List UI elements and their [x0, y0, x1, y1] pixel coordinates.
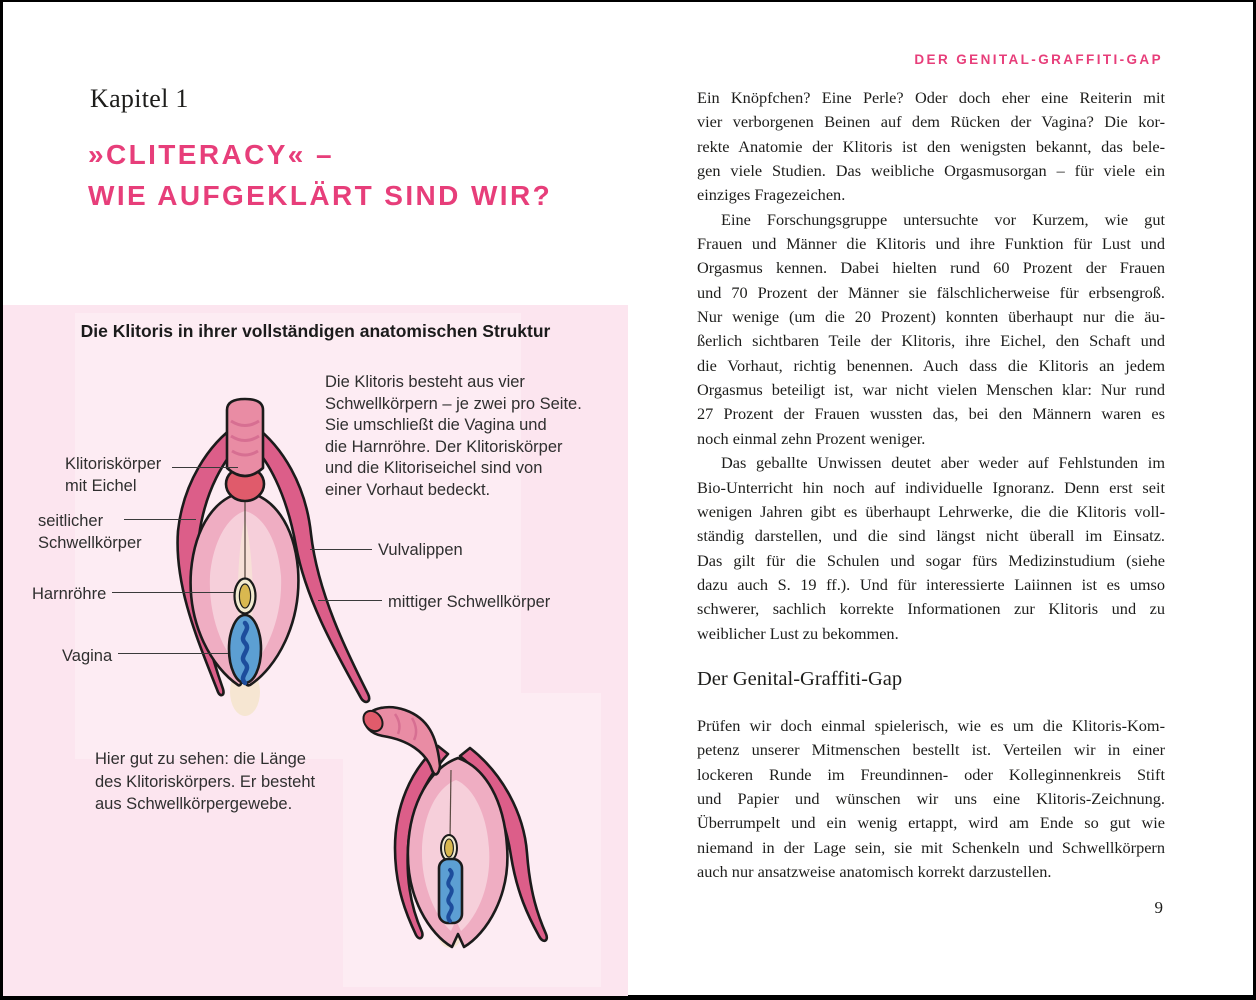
body-text-column: [697, 86, 1165, 884]
body-line: petenz unserer Mitmenschen bestellt ist. Verteilen wir in einer: [697, 740, 1165, 760]
paragraph: [697, 451, 1165, 646]
label-klitoriskoerper: [65, 454, 161, 497]
body-line: Prüfen wir doch einmal spielerisch, wie es um die Klitoris-Kom-: [697, 715, 1165, 735]
leader-line-harnroehre: [112, 592, 234, 593]
paragraph: [697, 714, 1165, 884]
leader-line-mittiger: [318, 600, 382, 601]
body-line: 27 Prozent der Frauen wussten das, bei den Männern waren es: [697, 404, 1165, 424]
body-line: schwerer, sachlich korrekte Informationen zur Klitoris und zu: [697, 599, 1165, 619]
text-line: Sie umschließt die Vagina und: [325, 416, 547, 434]
chapter-title-line2: WIE AUFGEKLÄRT SIND WIR?: [88, 180, 553, 211]
label-seitlicher-schwellkoerper: [38, 511, 142, 554]
body-line: einziges Fragezeichen.: [697, 185, 846, 205]
text-line: einer Vorhaut bedeckt.: [325, 480, 491, 499]
urethra-shape: [239, 584, 250, 608]
section-heading: Der Genital-Graffiti-Gap: [697, 667, 903, 690]
body-line: noch einmal zehn Prozent weniger.: [697, 428, 926, 448]
label-vulvalippen: Vulvalippen: [378, 541, 463, 559]
text-line: und die Klitoriseichel sind von: [325, 459, 543, 477]
figure-title: Die Klitoris in ihrer vollständigen anatomischen Struktur: [80, 321, 551, 341]
page-number: 9: [1154, 898, 1163, 917]
running-head: DER GENITAL-GRAFFITI-GAP: [914, 52, 1163, 67]
body-line: Frauen und Männer die Klitoris und ihre Funktion für Lust und: [697, 234, 1165, 254]
urethra-shape: [445, 839, 454, 857]
body-line: Orgasmus kennen. Dabei hielten rund 60 Prozent der Frauen: [697, 258, 1165, 278]
leader-line-vulvalippen: [310, 549, 372, 550]
text-line: Schwellkörper: [38, 533, 142, 552]
figure-caption-top: [325, 372, 582, 501]
body-line: Das gilt für die Schulen und sogar fürs Medizinstudium (siehe: [697, 550, 1165, 570]
vagina-squiggle: [448, 870, 451, 921]
label-mittiger-schwellkoerper: mittiger Schwellkörper: [388, 593, 551, 611]
anatomy-figure-panel: [3, 305, 628, 996]
body-line: ständig darstellen, und die sind längst nicht überall im Einsatz.: [697, 526, 1165, 546]
text-line: des Klitoriskörpers. Er besteht: [95, 772, 316, 791]
text-line: Klitoriskörper: [65, 455, 162, 473]
chapter-title: [88, 134, 552, 216]
body-line: lockeren Runde im Freundinnen- oder Kolleginnenkreis Stift: [697, 764, 1165, 784]
text-line: die Harnröhre. Der Klitoriskörper: [325, 437, 563, 456]
body-line: Ein Knöpfchen? Eine Perle? Oder doch eher eine Reiterin mit: [697, 88, 1165, 107]
text-line: Schwellkörpern – je zwei pro Seite.: [325, 394, 582, 413]
paragraph: [697, 86, 1165, 208]
body-line: rekte Anatomie der Klitoris ist den wenigsten bekannt, das bele-: [697, 136, 1165, 156]
text-line: Die Klitoris besteht aus vier: [325, 373, 525, 391]
body-line: Eine Forschungsgruppe untersuchte vor Kurzem, wie gut: [721, 209, 1165, 229]
body-line: auch nur ansatzweise anatomisch korrekt darzustellen.: [697, 861, 1052, 881]
body-line: Bio-Unterricht hin noch auf individuelle Ignoranz. Denn erst seit: [697, 477, 1165, 497]
body-line: Überrumpelt und ein wenig ertappt, wird am Ende so gut wie: [697, 813, 1165, 833]
leader-line-klitoriskoerper: [172, 467, 238, 468]
leader-line-seitlicher: [124, 519, 196, 520]
chapter-label: Kapitel 1: [90, 84, 189, 113]
paragraph: [697, 208, 1165, 451]
text-line: seitlicher: [38, 512, 104, 530]
text-line: mit Eichel: [65, 476, 137, 495]
label-vagina: Vagina: [62, 647, 113, 665]
body-line: und Papier und wünschen wir uns eine Klitoris-Zeichnung.: [697, 788, 1165, 808]
text-line: Hier gut zu sehen: die Länge: [95, 750, 306, 768]
leader-line-vagina: [118, 653, 228, 654]
body-line: weiblicher Lust zu bekommen.: [697, 623, 899, 643]
body-line: gen viele Studien. Das weibliche Orgasmusorgan – für viele ein: [697, 161, 1165, 181]
chapter-title-line1: »CLITERACY« –: [88, 139, 334, 170]
body-line: die Vorhaut, richtig benennen. Auch dass die Klitoris an jedem: [697, 355, 1165, 375]
body-line: ßerlich sichtbaren Teile der Klitoris, ihre Eichel, den Schaft und: [697, 331, 1165, 351]
side-anatomy-diagram: [340, 688, 575, 963]
body-line: dazu auch S. 19 ff.). Und für interessierte Laiinnen ist es umso: [697, 574, 1165, 594]
body-line: wenigen Jahren gibt es überhaupt Lehrwerke, die die Klitoris voll-: [697, 501, 1165, 521]
body-line: Orgasmus beteiligt ist, war nicht vielen Menschen klar: Nur rund: [697, 380, 1165, 400]
body-line: Nur wenige (um die 20 Prozent) konnten überhaupt nur die äu-: [697, 307, 1165, 327]
body-line: und 70 Prozent der Männer sie fälschlicherweise für erbsengroß.: [697, 282, 1165, 302]
text-line: aus Schwellkörpergewebe.: [95, 795, 293, 813]
vagina-squiggle: [243, 623, 247, 683]
label-harnroehre: Harnröhre: [32, 585, 107, 603]
body-line: Das geballte Unwissen deutet aber weder auf Fehlstunden im: [721, 453, 1165, 473]
body-line: vier verborgenen Beinen auf dem Rücken der Vagina? Die kor-: [697, 112, 1165, 132]
body-line: niemand in der Lage sein, sie mit Schenkeln und Schwellkörpern: [697, 837, 1165, 857]
figure-caption-bottom: [95, 748, 315, 816]
